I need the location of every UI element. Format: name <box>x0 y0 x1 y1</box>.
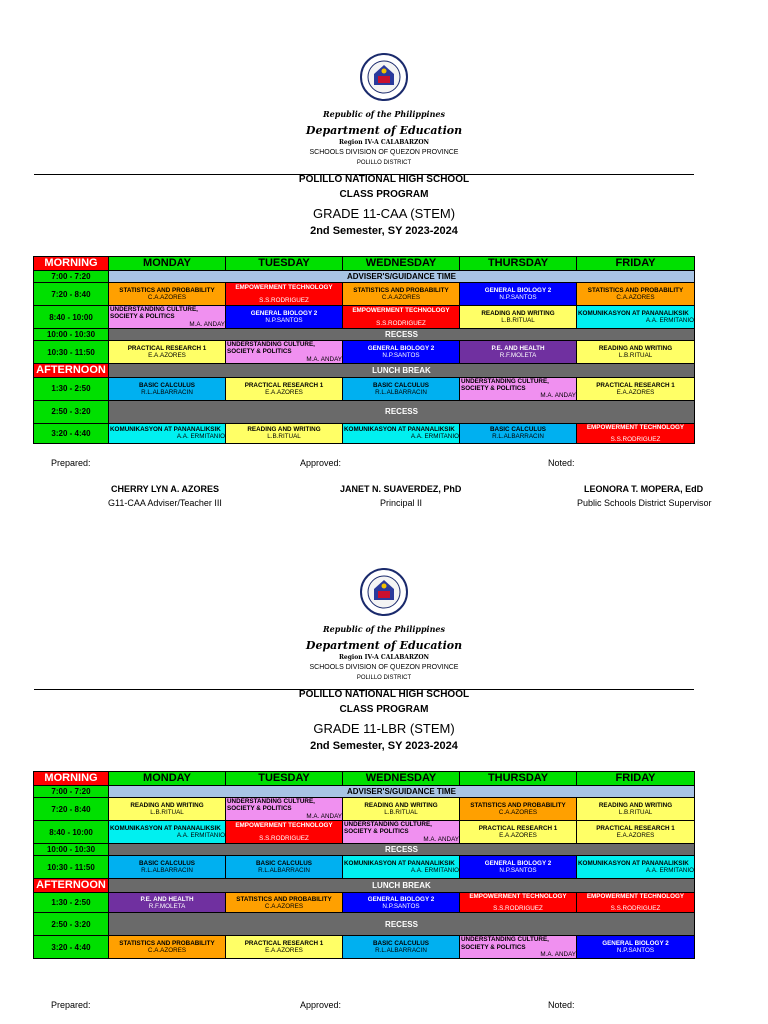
teacher-label: S.S.RODRIGUEZ <box>376 319 426 327</box>
teacher-label: M.A. ANDAY <box>189 320 225 328</box>
table-row <box>34 283 695 306</box>
subject-label: GENERAL BIOLOGY 2 <box>250 309 318 317</box>
grade-title: GRADE 11-CAA (STEM) <box>312 206 456 221</box>
class-cell <box>226 341 343 364</box>
table-row <box>34 821 695 844</box>
class-cell <box>343 856 460 879</box>
subject-label: KOMUNIKASYON AT PANANALIKSIK <box>578 309 689 317</box>
class-cell <box>226 283 343 306</box>
teacher-label: C.A.AZORES <box>147 294 187 301</box>
morning-label: MORNING <box>34 772 109 786</box>
class-cell <box>460 283 577 306</box>
teacher-label: A.A. ERMITANIO <box>645 867 694 874</box>
table-row <box>34 329 695 341</box>
subject-label: BASIC CALCULUS <box>373 381 429 389</box>
class-cell <box>226 378 343 401</box>
school-name: POLILLO NATIONAL HIGH SCHOOL <box>298 689 470 700</box>
table-row <box>34 341 695 364</box>
teacher-label: R.F.MOLETA <box>148 902 186 910</box>
teacher-label: L.B.RITUAL <box>384 809 418 816</box>
class-cell <box>226 798 343 821</box>
class-cell <box>226 821 343 844</box>
teacher-label: R.F.MOLETA <box>499 352 537 359</box>
noted-label: Noted: <box>548 1000 575 1010</box>
class-cell <box>226 936 343 959</box>
adviser-band: ADVISER'S/GUIDANCE TIME <box>109 786 695 798</box>
table-row <box>34 772 695 786</box>
teacher-label: L.B.RITUAL <box>150 809 184 816</box>
class-cell <box>577 306 695 329</box>
day-header: TUESDAY <box>226 257 343 271</box>
subject-label: KOMUNIKASYON AT PANANALIKSIK <box>110 426 221 434</box>
teacher-label: M.A. ANDAY <box>540 950 576 958</box>
table-row <box>34 400 695 423</box>
subject-label: UNDERSTANDING CULTURE, SOCIETY & POLITICS <box>227 341 315 356</box>
teacher-label: E.A.AZORES <box>148 352 186 359</box>
lunch-band: LUNCH BREAK <box>109 364 695 378</box>
class-cell <box>343 283 460 306</box>
class-cell <box>460 821 577 844</box>
subject-label: BASIC CALCULUS <box>139 381 195 389</box>
subject-label: BASIC CALCULUS <box>139 859 195 867</box>
teacher-label: N.P.SANTOS <box>616 947 655 955</box>
class-cell <box>226 306 343 329</box>
class-cell <box>109 378 226 401</box>
table-row <box>34 306 695 329</box>
table-row <box>34 936 695 959</box>
lunch-band: LUNCH BREAK <box>109 879 695 893</box>
class-cell <box>577 936 695 959</box>
class-cell <box>460 893 577 913</box>
subject-label: UNDERSTANDING CULTURE, SOCIETY & POLITICS <box>344 821 432 836</box>
table-row <box>34 844 695 856</box>
class-cell <box>577 856 695 879</box>
region-line: Region IV-A CALABARZON <box>338 139 430 146</box>
table-row <box>34 257 695 271</box>
class-cell <box>109 341 226 364</box>
table-row <box>34 423 695 443</box>
class-cell <box>460 378 577 401</box>
republic-line: Republic of the Philippines <box>322 624 445 634</box>
table-row <box>34 856 695 879</box>
afternoon-label: AFTERNOON <box>34 364 109 378</box>
subject-label: KOMUNIKASYON AT PANANALIKSIK <box>344 859 455 867</box>
class-cell <box>577 283 695 306</box>
subject-label: GENERAL BIOLOGY 2 <box>484 859 552 867</box>
teacher-label: N.P.SANTOS <box>499 867 537 874</box>
subject-label: KOMUNIKASYON AT PANANALIKSIK <box>578 859 689 867</box>
class-cell <box>109 283 226 306</box>
subject-label: EMPOWERMENT TECHNOLOGY <box>235 284 333 292</box>
subject-label: STATISTICS AND PROBABILITY <box>236 895 332 903</box>
subject-label: P.E. AND HEALTH <box>140 895 194 903</box>
teacher-label: A.A. ERMITANIO <box>176 433 225 441</box>
day-header: MONDAY <box>109 772 226 786</box>
prepared-label: Prepared: <box>51 1000 91 1010</box>
class-cell <box>460 306 577 329</box>
class-cell <box>109 936 226 959</box>
teacher-label: R.L.ALBARRACIN <box>492 433 544 441</box>
class-cell <box>109 856 226 879</box>
class-cell <box>109 306 226 329</box>
subject-label: PRACTICAL RESEARCH 1 <box>596 381 675 389</box>
teacher-label: C.A.AZORES <box>381 294 421 301</box>
subject-label: STATISTICS AND PROBABILITY <box>119 940 215 948</box>
class-cell <box>577 893 695 913</box>
time-slot: 8:40 - 10:00 <box>34 821 109 844</box>
class-cell <box>226 856 343 879</box>
teacher-label: R.L.ALBARRACIN <box>141 388 193 396</box>
teacher-label: A.A. ERMITANIO <box>410 867 459 874</box>
teacher-label: S.S.RODRIGUEZ <box>493 905 543 913</box>
subject-label: UNDERSTANDING CULTURE, SOCIETY & POLITICS <box>461 378 549 393</box>
class-cell <box>577 378 695 401</box>
class-cell <box>343 936 460 959</box>
day-header: TUESDAY <box>226 772 343 786</box>
teacher-label: E.A.AZORES <box>265 388 303 396</box>
prepared-name: CHERRY LYN A. AZORES <box>111 484 220 494</box>
table-row <box>34 364 695 378</box>
subject-label: GENERAL BIOLOGY 2 <box>367 895 435 903</box>
time-slot: 1:30 - 2:50 <box>34 893 109 913</box>
table-row <box>34 913 695 936</box>
class-cell <box>460 936 577 959</box>
teacher-label: M.A. ANDAY <box>423 835 459 843</box>
subject-label: READING AND WRITING <box>130 801 204 809</box>
subject-label: UNDERSTANDING CULTURE, SOCIETY & POLITICS <box>227 798 315 813</box>
table-row <box>34 879 695 893</box>
teacher-label: L.B.RITUAL <box>267 433 301 441</box>
time-slot: 2:50 - 3:20 <box>34 400 109 423</box>
subject-label: BASIC CALCULUS <box>373 940 429 948</box>
class-cell <box>343 893 460 913</box>
teacher-label: C.A.AZORES <box>147 947 187 955</box>
teacher-label: L.B.RITUAL <box>618 809 653 816</box>
subject-label: READING AND WRITING <box>481 309 555 317</box>
day-header: WEDNESDAY <box>343 257 460 271</box>
teacher-label: N.P.SANTOS <box>382 352 420 359</box>
class-cell <box>460 798 577 821</box>
district-line: POLILLO DISTRICT <box>356 160 412 166</box>
subject-label: GENERAL BIOLOGY 2 <box>367 344 435 352</box>
teacher-label: M.A. ANDAY <box>306 812 342 820</box>
subject-label: EMPOWERMENT TECHNOLOGY <box>235 822 333 830</box>
subject-label: BASIC CALCULUS <box>256 859 312 867</box>
teacher-label: S.S.RODRIGUEZ <box>610 435 661 443</box>
recess-band: RECESS <box>109 913 695 936</box>
subject-label: READING AND WRITING <box>247 426 321 434</box>
subject-label: EMPOWERMENT TECHNOLOGY <box>586 423 685 431</box>
table-row <box>34 271 695 283</box>
approved-title: Principal II <box>380 498 423 508</box>
program-title: CLASS PROGRAM <box>339 704 429 715</box>
teacher-label: C.A.AZORES <box>616 294 655 301</box>
class-cell <box>577 821 695 844</box>
day-header: FRIDAY <box>577 257 695 271</box>
time-slot: 10:30 - 11:50 <box>34 341 109 364</box>
class-cell <box>343 306 460 329</box>
district-line: POLILLO DISTRICT <box>356 675 412 681</box>
teacher-label: N.P.SANTOS <box>382 902 420 910</box>
class-cell <box>577 341 695 364</box>
time-slot: 7:20 - 8:40 <box>34 283 109 306</box>
subject-label: EMPOWERMENT TECHNOLOGY <box>586 893 685 900</box>
afternoon-label: AFTERNOON <box>34 879 109 893</box>
table-row <box>34 786 695 798</box>
teacher-label: M.A. ANDAY <box>540 392 576 400</box>
region-line: Region IV-A CALABARZON <box>338 654 430 661</box>
deped-seal-icon <box>359 567 409 617</box>
class-cell <box>109 798 226 821</box>
day-header: THURSDAY <box>460 772 577 786</box>
teacher-label: A.A. ERMITANIO <box>645 317 694 324</box>
class-cell <box>460 856 577 879</box>
subject-label: EMPOWERMENT TECHNOLOGY <box>469 893 567 900</box>
approved-label: Approved: <box>300 458 342 468</box>
teacher-label: E.A.AZORES <box>616 388 655 396</box>
day-header: THURSDAY <box>460 257 577 271</box>
day-header: WEDNESDAY <box>343 772 460 786</box>
subject-label: PRACTICAL RESEARCH 1 <box>478 824 558 832</box>
class-cell <box>343 341 460 364</box>
prepared-label: Prepared: <box>51 458 91 468</box>
teacher-label: S.S.RODRIGUEZ <box>259 834 309 842</box>
subject-label: GENERAL BIOLOGY 2 <box>602 940 669 948</box>
time-slot: 7:00 - 7:20 <box>34 786 109 798</box>
teacher-label: M.A. ANDAY <box>306 355 342 363</box>
class-cell <box>109 893 226 913</box>
class-cell <box>226 893 343 913</box>
subject-label: KOMUNIKASYON AT PANANALIKSIK <box>110 824 221 832</box>
time-slot: 1:30 - 2:50 <box>34 378 109 401</box>
time-slot: 7:20 - 8:40 <box>34 798 109 821</box>
time-slot: 3:20 - 4:40 <box>34 936 109 959</box>
teacher-label: L.B.RITUAL <box>618 352 653 359</box>
semester-line: 2nd Semester, SY 2023-2024 <box>310 740 458 752</box>
teacher-label: S.S.RODRIGUEZ <box>259 296 309 304</box>
subject-label: PRACTICAL RESEARCH 1 <box>244 940 324 948</box>
recess-band: RECESS <box>109 400 695 423</box>
subject-label: PRACTICAL RESEARCH 1 <box>596 824 675 832</box>
teacher-label: E.A.AZORES <box>499 832 537 839</box>
teacher-label: C.A.AZORES <box>498 809 538 816</box>
subject-label: PRACTICAL RESEARCH 1 <box>244 381 324 389</box>
subject-label: P.E. AND HEALTH <box>491 344 545 352</box>
class-cell <box>109 423 226 443</box>
approved-label: Approved: <box>300 1000 342 1010</box>
teacher-label: E.A.AZORES <box>616 832 655 839</box>
recess-band: RECESS <box>109 329 695 341</box>
schedule-table <box>33 256 695 444</box>
time-slot: 3:20 - 4:40 <box>34 423 109 443</box>
teacher-label: R.L.ALBARRACIN <box>375 388 427 396</box>
program-title: CLASS PROGRAM <box>339 189 429 200</box>
noted-name: LEONORA T. MOPERA, EdD <box>584 484 704 494</box>
subject-label: READING AND WRITING <box>598 801 673 809</box>
subject-label: READING AND WRITING <box>598 344 673 352</box>
day-header: FRIDAY <box>577 772 695 786</box>
time-slot: 10:00 - 10:30 <box>34 329 109 341</box>
time-slot: 10:00 - 10:30 <box>34 844 109 856</box>
subject-label: BASIC CALCULUS <box>490 426 546 434</box>
class-cell <box>460 423 577 443</box>
division-line: SCHOOLS DIVISION OF QUEZON PROVINCE <box>309 149 459 156</box>
subject-label: STATISTICS AND PROBABILITY <box>587 286 684 294</box>
day-header: MONDAY <box>109 257 226 271</box>
subject-label: PRACTICAL RESEARCH 1 <box>127 344 207 352</box>
teacher-label: R.L.ALBARRACIN <box>141 867 193 874</box>
noted-title: Public Schools District Supervisor <box>577 498 712 508</box>
adviser-band: ADVISER'S/GUIDANCE TIME <box>109 271 695 283</box>
teacher-label: N.P.SANTOS <box>499 294 537 301</box>
noted-label: Noted: <box>548 458 575 468</box>
time-slot: 8:40 - 10:00 <box>34 306 109 329</box>
subject-label: UNDERSTANDING CULTURE, SOCIETY & POLITICS <box>461 936 549 951</box>
semester-line: 2nd Semester, SY 2023-2024 <box>310 225 458 237</box>
republic-line: Republic of the Philippines <box>322 109 445 119</box>
teacher-label: R.L.ALBARRACIN <box>375 947 427 955</box>
schedule-table <box>33 771 695 959</box>
class-cell <box>343 378 460 401</box>
teacher-label: L.B.RITUAL <box>501 317 535 324</box>
school-name: POLILLO NATIONAL HIGH SCHOOL <box>298 174 470 185</box>
department-line: Department of Education <box>305 124 463 137</box>
subject-label: EMPOWERMENT TECHNOLOGY <box>352 307 450 315</box>
class-cell <box>343 798 460 821</box>
class-cell <box>577 423 695 443</box>
time-slot: 7:00 - 7:20 <box>34 271 109 283</box>
class-cell <box>460 341 577 364</box>
class-cell <box>577 798 695 821</box>
recess-band: RECESS <box>109 844 695 856</box>
table-row <box>34 798 695 821</box>
subject-label: STATISTICS AND PROBABILITY <box>119 286 215 294</box>
class-cell <box>343 423 460 443</box>
teacher-label: N.P.SANTOS <box>265 317 303 324</box>
department-line: Department of Education <box>305 639 463 652</box>
class-cell <box>343 821 460 844</box>
table-row <box>34 378 695 401</box>
morning-label: MORNING <box>34 257 109 271</box>
teacher-label: A.A. ERMITANIO <box>176 832 225 839</box>
grade-title: GRADE 11-LBR (STEM) <box>313 721 455 736</box>
class-cell <box>109 821 226 844</box>
teacher-label: R.L.ALBARRACIN <box>258 867 310 874</box>
teacher-label: C.A.AZORES <box>264 902 304 910</box>
subject-label: KOMUNIKASYON AT PANANALIKSIK <box>344 426 455 434</box>
division-line: SCHOOLS DIVISION OF QUEZON PROVINCE <box>309 664 459 671</box>
teacher-label: S.S.RODRIGUEZ <box>610 905 661 913</box>
time-slot: 2:50 - 3:20 <box>34 913 109 936</box>
subject-label: GENERAL BIOLOGY 2 <box>484 286 552 294</box>
teacher-label: E.A.AZORES <box>265 947 303 955</box>
approved-name: JANET N. SUAVERDEZ, PhD <box>340 484 462 494</box>
class-cell <box>226 423 343 443</box>
subject-label: STATISTICS AND PROBABILITY <box>470 801 566 809</box>
teacher-label: A.A. ERMITANIO <box>410 433 459 441</box>
subject-label: UNDERSTANDING CULTURE, SOCIETY & POLITICS <box>110 306 198 321</box>
prepared-title: G11-CAA Adviser/Teacher III <box>108 498 222 508</box>
subject-label: STATISTICS AND PROBABILITY <box>353 286 449 294</box>
subject-label: READING AND WRITING <box>364 801 438 809</box>
deped-seal-icon <box>359 52 409 102</box>
time-slot: 10:30 - 11:50 <box>34 856 109 879</box>
table-row <box>34 893 695 913</box>
